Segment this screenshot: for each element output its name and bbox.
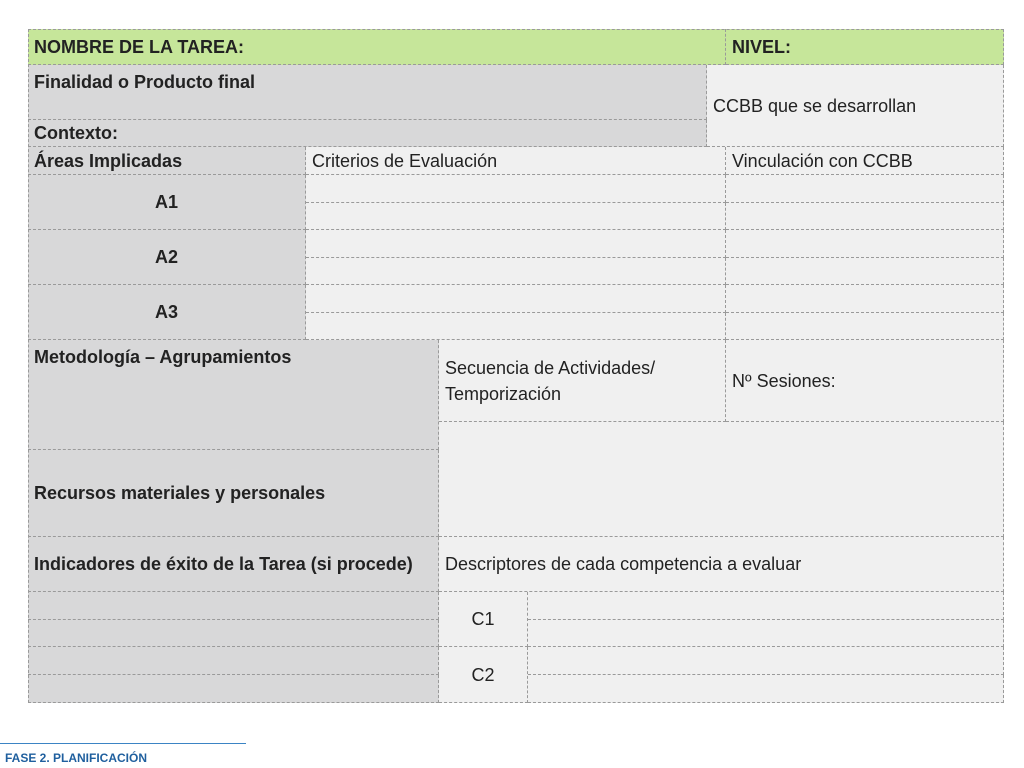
success-indicators-label: Indicadores de éxito de la Tarea (si procede) (28, 537, 439, 592)
competence-label: C2 (439, 647, 528, 703)
criteria-cell (306, 313, 726, 340)
area-label: A2 (28, 230, 306, 285)
ccbb-link-cell (726, 285, 1004, 313)
footer-divider (0, 743, 246, 744)
criteria-cell (306, 175, 726, 203)
criteria-cell (306, 285, 726, 313)
task-name-label: NOMBRE DE LA TAREA: (28, 29, 726, 65)
level-label: NIVEL: (726, 29, 1004, 65)
indicator-cell (28, 620, 439, 647)
competence-label: C1 (439, 592, 528, 647)
resources-label: Recursos materiales y personales (28, 450, 439, 537)
activity-sequence-label: Secuencia de Actividades/ Temporización (439, 340, 726, 422)
ccbb-link-cell (726, 175, 1004, 203)
descriptor-cell (528, 620, 1004, 647)
areas-header: Áreas Implicadas (28, 147, 306, 175)
sequence-content-cell (439, 422, 1004, 537)
descriptor-cell (528, 675, 1004, 703)
criteria-cell (306, 258, 726, 285)
phase-footer: FASE 2. PLANIFICACIÓN (5, 751, 148, 765)
context-label: Contexto: (28, 120, 707, 147)
ccbb-link-cell (726, 313, 1004, 340)
ccbb-link-header: Vinculación con CCBB (726, 147, 1004, 175)
final-product-label: Finalidad o Producto final (28, 65, 707, 120)
criteria-cell (306, 203, 726, 230)
sessions-label: Nº Sesiones: (726, 340, 1004, 422)
area-label: A3 (28, 285, 306, 340)
indicator-cell (28, 675, 439, 703)
ccbb-link-cell (726, 230, 1004, 258)
descriptors-label: Descriptores de cada competencia a evaluar (439, 537, 1004, 592)
area-label: A1 (28, 175, 306, 230)
methodology-grouping-label: Metodología – Agrupamientos (28, 340, 439, 450)
descriptor-cell (528, 592, 1004, 620)
indicator-cell (28, 647, 439, 675)
criteria-cell (306, 230, 726, 258)
criteria-header: Criterios de Evaluación (306, 147, 726, 175)
ccbb-link-cell (726, 203, 1004, 230)
indicator-cell (28, 592, 439, 620)
descriptor-cell (528, 647, 1004, 675)
ccbb-link-cell (726, 258, 1004, 285)
ccbb-developed-label: CCBB que se desarrollan (707, 65, 1004, 147)
